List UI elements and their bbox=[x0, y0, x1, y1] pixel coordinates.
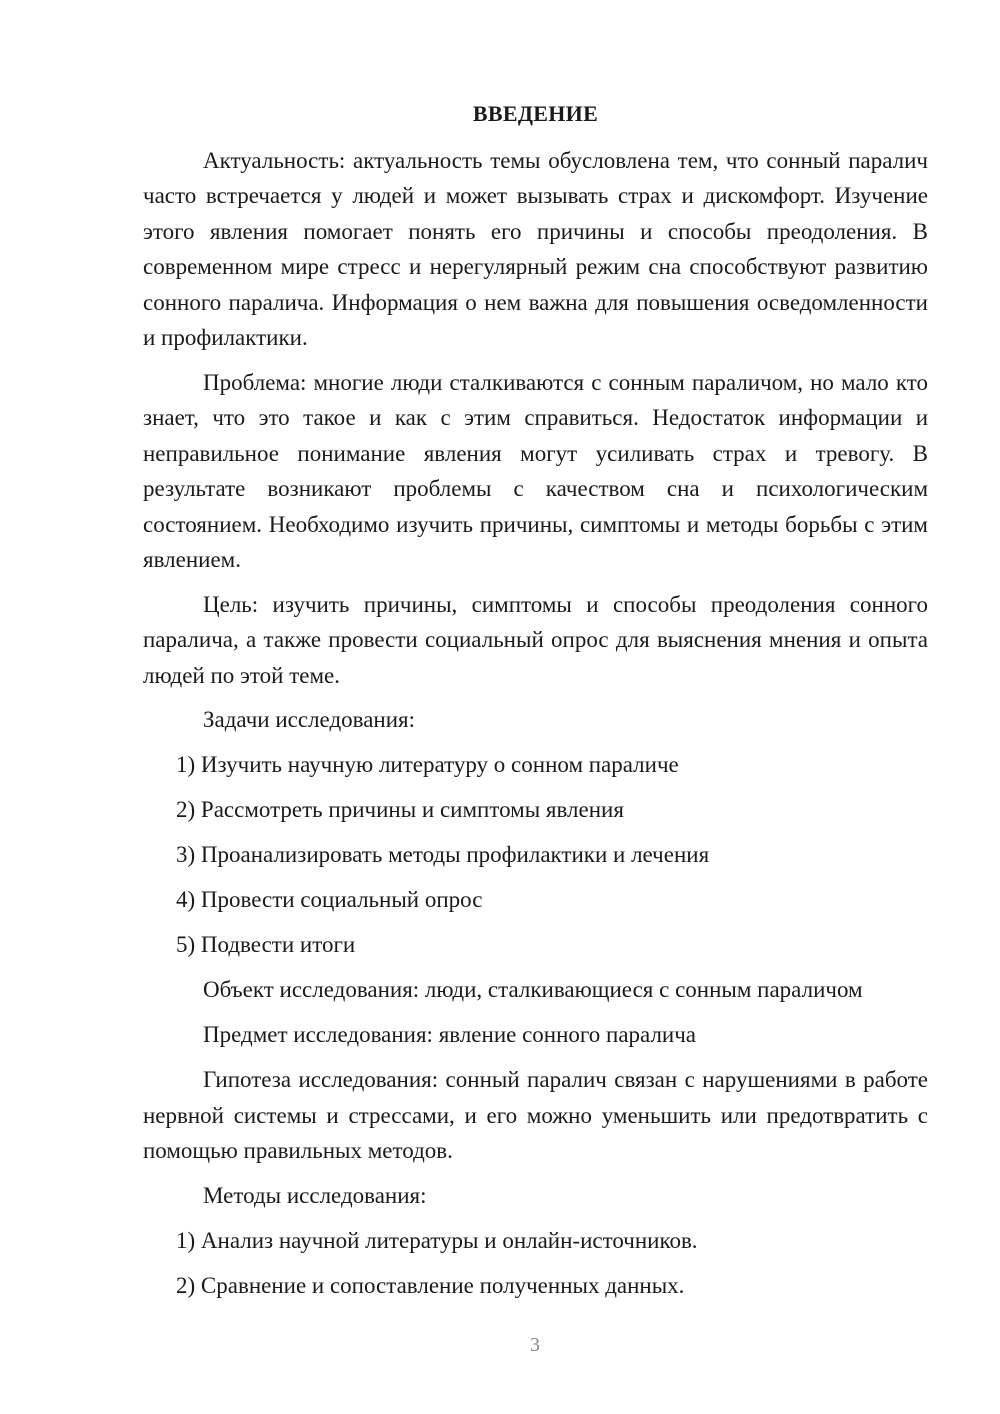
research-subject: Предмет исследования: явление сонного паралича bbox=[203, 1022, 697, 1047]
text-column bbox=[143, 96, 928, 1313]
paragraph-problem: Проблема: многие люди сталкиваются с сонным параличом, но мало кто знает, что это такое и как с этим справиться. Недостаток информации и неправильное понимание явления могут усиливать страх и тревогу. В результате возникают проблемы с качеством сна и психологическим состоянием. Необходимо изучить причины, симптомы и методы борьбы с этим явлением. bbox=[143, 369, 928, 572]
page-title: ВВЕДЕНИЕ bbox=[472, 101, 599, 126]
task-item-4: 4) Провести социальный опрос bbox=[176, 887, 483, 912]
paragraph-goal: Цель: изучить причины, симптомы и способы преодоления сонного паралича, а также провести социальный опрос для выяснения мнения и опыта людей по этой теме. bbox=[143, 591, 928, 688]
methods-heading: Методы исследования: bbox=[203, 1182, 427, 1208]
method-item-1: 1) Анализ научной литературы и онлайн-источников. bbox=[176, 1227, 698, 1253]
tasks-heading: Задачи исследования: bbox=[203, 707, 416, 732]
page-number: 3 bbox=[530, 1334, 540, 1356]
task-item-1: 1) Изучить научную литературу о сонном параличе bbox=[176, 752, 679, 777]
task-item-2: 2) Рассмотреть причины и симптомы явления bbox=[176, 797, 624, 822]
method-item-2: 2) Сравнение и сопоставление полученных данных. bbox=[176, 1272, 685, 1298]
task-item-3: 3) Проанализировать методы профилактики и лечения bbox=[176, 842, 710, 867]
paragraph-hypothesis: Гипотеза исследования: сонный паралич связан с нарушениями в работе нервной системы и стрессами, и его можно уменьшить или предотвратить с помощью правильных методов. bbox=[143, 1067, 928, 1163]
paragraph-relevance: Актуальность: актуальность темы обусловлена тем, что сонный паралич часто встречается у людей и может вызывать страх и дискомфорт. Изучение этого явления помогает понять его причины и способы преодоления. В современном мире стресс и нерегулярный режим сна способствуют развитию сонного паралича. Информация о нем важна для повышения осведомленности и профилактики. bbox=[143, 147, 928, 350]
research-object: Объект исследования: люди, сталкивающиеся с сонным параличом bbox=[203, 977, 863, 1002]
task-item-5: 5) Подвести итоги bbox=[176, 932, 356, 957]
